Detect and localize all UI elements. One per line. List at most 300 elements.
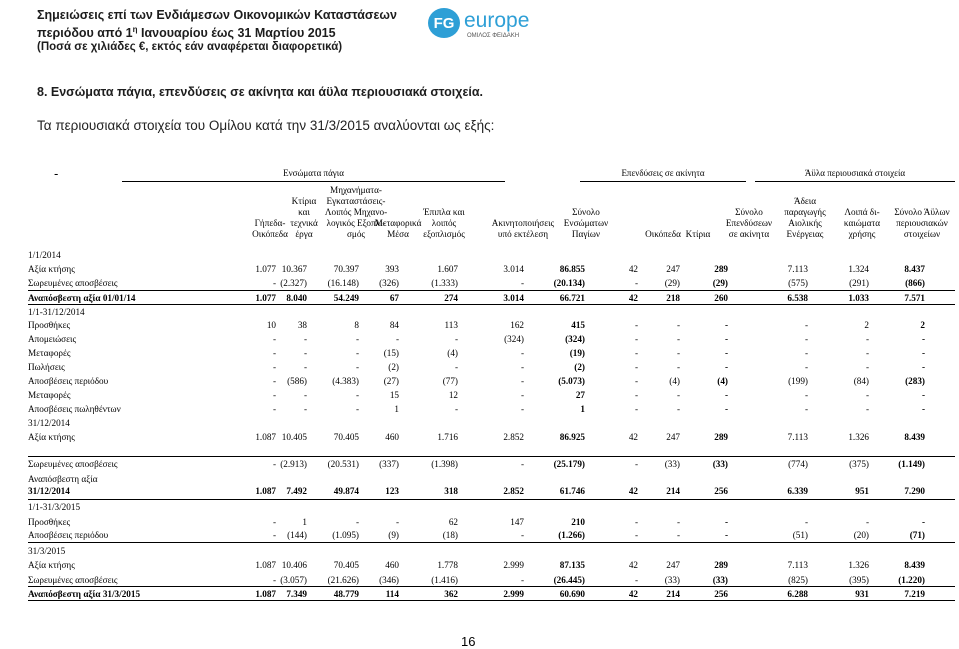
cell-value: - bbox=[355, 390, 359, 400]
cell-value: - bbox=[676, 348, 680, 358]
cell-value: - bbox=[865, 517, 869, 527]
cell-value: - bbox=[355, 348, 359, 358]
cell-value: (825) bbox=[788, 575, 808, 585]
cell-value: 84 bbox=[389, 320, 399, 330]
cell-value: 1.778 bbox=[437, 560, 458, 570]
cell-value: - bbox=[804, 348, 808, 358]
column-header-line: σμός bbox=[346, 229, 366, 239]
cell-value: - bbox=[272, 575, 276, 585]
column-header-line: Οικόπεδα bbox=[645, 229, 681, 239]
column-header-line: Σύνολο bbox=[735, 207, 763, 217]
cell-value: (5.073) bbox=[558, 376, 585, 386]
cell-value: 7.290 bbox=[904, 486, 925, 496]
cell-value: (21.626) bbox=[327, 575, 359, 585]
cell-value: 42 bbox=[628, 589, 638, 599]
cell-value: 1.087 bbox=[255, 432, 276, 442]
cell-value: - bbox=[520, 390, 524, 400]
row-label: 31/3/2015 bbox=[28, 546, 66, 556]
row-label: Αξία κτήσης bbox=[28, 264, 75, 274]
cell-value: - bbox=[676, 404, 680, 414]
cell-value: 62 bbox=[448, 517, 458, 527]
cell-value: 15 bbox=[389, 390, 399, 400]
cell-value: 70.397 bbox=[333, 264, 359, 274]
cell-value: - bbox=[355, 404, 359, 414]
cell-value: 162 bbox=[510, 320, 524, 330]
cell-value: (26.445) bbox=[553, 575, 585, 585]
cell-value: (326) bbox=[379, 278, 399, 288]
column-header bbox=[678, 229, 718, 240]
cell-value: - bbox=[520, 530, 524, 540]
cell-value: - bbox=[865, 348, 869, 358]
cell-value: (1.220) bbox=[898, 575, 925, 585]
row-label: Αποσβέσεις πωληθέντων bbox=[28, 404, 121, 414]
column-header bbox=[414, 207, 474, 240]
header-line-2-post: Ιανουαρίου έως 31 Μαρτίου 2015 bbox=[137, 25, 336, 40]
row-label: Σωρευμένες αποσβέσεις bbox=[28, 459, 118, 469]
cell-value: - bbox=[303, 362, 307, 372]
cell-value: - bbox=[921, 517, 925, 527]
cell-value: - bbox=[520, 575, 524, 585]
cell-value: (29) bbox=[712, 278, 728, 288]
cell-value: - bbox=[724, 530, 728, 540]
group-tangible-line bbox=[122, 181, 505, 182]
cell-value: 10.405 bbox=[281, 432, 307, 442]
cell-value: 289 bbox=[714, 264, 728, 274]
cell-value: 1.077 bbox=[255, 293, 276, 303]
table-rule bbox=[28, 456, 955, 457]
cell-value: (51) bbox=[792, 530, 808, 540]
fg-europe-logo bbox=[427, 6, 577, 40]
column-header-line: Λοιπός Μηχανο- bbox=[324, 207, 388, 217]
cell-value: - bbox=[395, 517, 399, 527]
cell-value: - bbox=[454, 334, 458, 344]
cell-value: (395) bbox=[849, 575, 869, 585]
group-tangible-assets: Ενσώματα πάγια bbox=[283, 168, 344, 178]
column-header-line: έργα bbox=[295, 229, 313, 239]
cell-value: (33) bbox=[712, 575, 728, 585]
cell-value: (29) bbox=[664, 278, 680, 288]
cell-value: 61.746 bbox=[559, 486, 585, 496]
cell-value: - bbox=[634, 575, 638, 585]
cell-value: (16.148) bbox=[327, 278, 359, 288]
cell-value: - bbox=[634, 278, 638, 288]
cell-value: 2 bbox=[920, 320, 925, 330]
cell-value: - bbox=[634, 320, 638, 330]
cell-value: 8 bbox=[354, 320, 359, 330]
cell-value: 114 bbox=[385, 589, 399, 599]
column-header-line: σε ακίνητα bbox=[728, 229, 770, 239]
cell-value: 1 bbox=[394, 404, 399, 414]
cell-value: 362 bbox=[444, 589, 458, 599]
cell-value: - bbox=[272, 348, 276, 358]
cell-value: 6.538 bbox=[787, 293, 808, 303]
row-label: 1/1/2014 bbox=[28, 250, 61, 260]
column-header bbox=[770, 196, 840, 240]
cell-value: 8.040 bbox=[286, 293, 307, 303]
header-line-2-pre: περιόδου από 1 bbox=[37, 25, 133, 40]
column-header-line: Αιολικής bbox=[788, 218, 822, 228]
column-header-line: Μέσα bbox=[387, 229, 409, 239]
row-label: Αναπόσβεστη αξία 01/01/14 bbox=[28, 293, 136, 303]
cell-value: 415 bbox=[571, 320, 585, 330]
cell-value: - bbox=[676, 334, 680, 344]
cell-value: - bbox=[634, 362, 638, 372]
row-label: 1/1-31/3/2015 bbox=[28, 502, 81, 512]
cell-value: (20.531) bbox=[327, 459, 359, 469]
cell-value: - bbox=[865, 334, 869, 344]
cell-value: (33) bbox=[712, 459, 728, 469]
cell-value: - bbox=[921, 390, 925, 400]
cell-value: 460 bbox=[385, 432, 399, 442]
column-header-line: τεχνικά bbox=[290, 218, 318, 228]
column-header-line: Έπιπλα και bbox=[423, 207, 465, 217]
cell-value: 7.571 bbox=[904, 293, 925, 303]
cell-value: - bbox=[272, 390, 276, 400]
cell-value: 1.077 bbox=[255, 264, 276, 274]
cell-value: (291) bbox=[849, 278, 869, 288]
row-label: Αναπόσβεστη αξία bbox=[28, 474, 98, 484]
column-header-line: Άδεια bbox=[793, 196, 817, 206]
cell-value: 2.852 bbox=[503, 486, 524, 496]
cell-value: 6.339 bbox=[787, 486, 808, 496]
cell-value: (1.095) bbox=[332, 530, 359, 540]
table-rule bbox=[28, 600, 955, 601]
cell-value: - bbox=[520, 459, 524, 469]
cell-value: (2.913) bbox=[280, 459, 307, 469]
cell-value: 7.492 bbox=[286, 486, 307, 496]
column-header-line: και bbox=[298, 207, 310, 217]
page-number: 16 bbox=[461, 634, 476, 649]
cell-value: 86.855 bbox=[559, 264, 585, 274]
cell-value: 27 bbox=[575, 390, 585, 400]
cell-value: 42 bbox=[628, 560, 638, 570]
column-header-line: περιουσιακών bbox=[896, 218, 948, 228]
column-header-line: λογικός Εξοπλι- bbox=[326, 218, 386, 228]
row-label: Σωρευμένες αποσβέσεις bbox=[28, 278, 118, 288]
row-label: 31/12/2014 bbox=[28, 486, 70, 496]
cell-value: - bbox=[634, 404, 638, 414]
header-line-1: Σημειώσεις επί των Ενδιάμεσων Οικονομικών Καταστάσεων bbox=[37, 8, 397, 22]
cell-value: - bbox=[272, 278, 276, 288]
table-rule bbox=[28, 499, 955, 500]
column-header-line: Ενέργειας bbox=[786, 229, 824, 239]
cell-value: 42 bbox=[628, 432, 638, 442]
cell-value: - bbox=[454, 362, 458, 372]
column-header-line: Εγκαταστάσεις- bbox=[326, 196, 386, 206]
column-header-line: Μηχανήματα- bbox=[330, 185, 382, 195]
column-header bbox=[882, 207, 959, 240]
cell-value: - bbox=[520, 404, 524, 414]
cell-value: 289 bbox=[714, 432, 728, 442]
cell-value: 147 bbox=[510, 517, 524, 527]
cell-value: 49.874 bbox=[333, 486, 359, 496]
column-header-line: Μεταφορικά bbox=[374, 218, 422, 228]
column-header-line: εξοπλισμός bbox=[423, 229, 465, 239]
cell-value: (71) bbox=[909, 530, 925, 540]
cell-value: (774) bbox=[788, 459, 808, 469]
cell-value: 1 bbox=[302, 517, 307, 527]
column-header-line: Παγίων bbox=[571, 229, 601, 239]
logo-fg-text: FG bbox=[433, 15, 455, 32]
cell-value: (4.383) bbox=[332, 376, 359, 386]
cell-value: (144) bbox=[287, 530, 307, 540]
cell-value: - bbox=[676, 362, 680, 372]
cell-value: - bbox=[921, 348, 925, 358]
cell-value: 8.439 bbox=[904, 560, 925, 570]
cell-value: 42 bbox=[628, 264, 638, 274]
cell-value: 42 bbox=[628, 486, 638, 496]
cell-value: - bbox=[804, 517, 808, 527]
cell-value: 7.113 bbox=[787, 560, 808, 570]
group-intangible-assets: Άϋλα περιουσιακά στοιχεία bbox=[804, 168, 906, 178]
cell-value: (33) bbox=[664, 459, 680, 469]
cell-value: 66.721 bbox=[559, 293, 585, 303]
cell-value: 42 bbox=[628, 293, 638, 303]
cell-value: - bbox=[724, 362, 728, 372]
header-line-2 bbox=[37, 23, 437, 41]
cell-value: - bbox=[272, 334, 276, 344]
cell-value: 931 bbox=[855, 589, 869, 599]
cell-value: 7.219 bbox=[904, 589, 925, 599]
row-label: Αποσβέσεις περιόδου bbox=[28, 530, 109, 540]
cell-value: (866) bbox=[905, 278, 925, 288]
column-header-line: υπό εκτέλεση bbox=[497, 229, 549, 239]
column-header-line: Σύνολο bbox=[572, 207, 600, 217]
cell-value: 951 bbox=[855, 486, 869, 496]
cell-value: 1.087 bbox=[255, 560, 276, 570]
cell-value: (199) bbox=[788, 376, 808, 386]
group-investment-line bbox=[580, 181, 746, 182]
cell-value: (18) bbox=[442, 530, 458, 540]
cell-value: - bbox=[634, 517, 638, 527]
cell-value: 1.087 bbox=[255, 486, 276, 496]
cell-value: 54.249 bbox=[333, 293, 359, 303]
cell-value: - bbox=[454, 404, 458, 414]
cell-value: - bbox=[804, 362, 808, 372]
column-header-line: Κτίρια bbox=[685, 229, 711, 239]
cell-value: - bbox=[724, 390, 728, 400]
cell-value: - bbox=[272, 362, 276, 372]
logo-sub-text: ΟΜΙΛΟΣ ΦΕΙΔΑΚΗ bbox=[467, 33, 520, 39]
cell-value: 70.405 bbox=[333, 432, 359, 442]
logo-europe-text: europe bbox=[464, 9, 530, 32]
table-rule bbox=[28, 542, 955, 543]
cell-value: - bbox=[724, 334, 728, 344]
cell-value: (3.057) bbox=[280, 575, 307, 585]
row-label: 1/1-31/12/2014 bbox=[28, 307, 85, 317]
cell-value: (84) bbox=[853, 376, 869, 386]
cell-value: 393 bbox=[385, 264, 399, 274]
cell-value: 7.349 bbox=[286, 589, 307, 599]
intro-text: Τα περιουσιακά στοιχεία του Ομίλου κατά την 31/3/2015 αναλύονται ως εξής: bbox=[37, 118, 495, 133]
cell-value: 289 bbox=[714, 560, 728, 570]
column-header-line: Οικόπεδα bbox=[252, 229, 288, 239]
cell-value: 1.326 bbox=[848, 560, 869, 570]
cell-value: 6.288 bbox=[787, 589, 808, 599]
cell-value: 1.607 bbox=[437, 264, 458, 274]
dash-marker: - bbox=[54, 166, 59, 181]
column-header-line: Κτίρια bbox=[291, 196, 317, 206]
column-header-line: παραγωγής bbox=[784, 207, 826, 217]
cell-value: (33) bbox=[664, 575, 680, 585]
cell-value: - bbox=[303, 348, 307, 358]
cell-value: 1.087 bbox=[255, 589, 276, 599]
cell-value: - bbox=[395, 334, 399, 344]
cell-value: 67 bbox=[389, 293, 399, 303]
cell-value: (2) bbox=[574, 362, 585, 372]
table-rule bbox=[28, 290, 955, 291]
cell-value: 8.439 bbox=[904, 432, 925, 442]
cell-value: 7.113 bbox=[787, 432, 808, 442]
cell-value: 1.324 bbox=[848, 264, 869, 274]
cell-value: - bbox=[804, 390, 808, 400]
row-label: Σωρευμένες αποσβέσεις bbox=[28, 575, 118, 585]
cell-value: - bbox=[272, 530, 276, 540]
cell-value: 87.135 bbox=[559, 560, 585, 570]
cell-value: - bbox=[804, 334, 808, 344]
cell-value: (25.179) bbox=[553, 459, 585, 469]
cell-value: - bbox=[634, 459, 638, 469]
column-header-line: καιώματα bbox=[843, 218, 881, 228]
cell-value: - bbox=[355, 334, 359, 344]
row-label: Αναπόσβεστη αξία 31/3/2015 bbox=[28, 589, 141, 599]
cell-value: - bbox=[520, 348, 524, 358]
cell-value: (1.333) bbox=[431, 278, 458, 288]
cell-value: (283) bbox=[905, 376, 925, 386]
cell-value: 218 bbox=[666, 293, 680, 303]
row-label: Μεταφορές bbox=[28, 348, 71, 358]
row-label: Απομειώσεις bbox=[28, 334, 77, 344]
cell-value: - bbox=[634, 390, 638, 400]
cell-value: - bbox=[355, 362, 359, 372]
cell-value: 1.716 bbox=[437, 432, 458, 442]
cell-value: 214 bbox=[666, 486, 680, 496]
cell-value: - bbox=[724, 348, 728, 358]
cell-value: 38 bbox=[297, 320, 307, 330]
cell-value: (1.416) bbox=[431, 575, 458, 585]
cell-value: 10.406 bbox=[281, 560, 307, 570]
row-label: 31/12/2014 bbox=[28, 418, 70, 428]
cell-value: 2.999 bbox=[503, 560, 524, 570]
cell-value: 256 bbox=[714, 589, 728, 599]
cell-value: - bbox=[724, 404, 728, 414]
header-line-3: (Ποσά σε χιλιάδες €, εκτός εάν αναφέρεται διαφορετικά) bbox=[37, 41, 343, 54]
cell-value: - bbox=[921, 404, 925, 414]
cell-value: 260 bbox=[714, 293, 728, 303]
row-label: Πωλήσεις bbox=[28, 362, 65, 372]
cell-value: (324) bbox=[565, 334, 585, 344]
cell-value: (4) bbox=[717, 376, 728, 386]
cell-value: - bbox=[634, 334, 638, 344]
document-header bbox=[37, 8, 437, 55]
cell-value: - bbox=[634, 348, 638, 358]
cell-value: 12 bbox=[448, 390, 458, 400]
column-header bbox=[551, 207, 621, 240]
row-label: Αποσβέσεις περιόδου bbox=[28, 376, 109, 386]
cell-value: (1.398) bbox=[431, 459, 458, 469]
row-label: Αξία κτήσης bbox=[28, 432, 75, 442]
cell-value: - bbox=[676, 390, 680, 400]
cell-value: (324) bbox=[504, 334, 524, 344]
cell-value: 460 bbox=[385, 560, 399, 570]
row-label: Αξία κτήσης bbox=[28, 560, 75, 570]
cell-value: - bbox=[921, 334, 925, 344]
section-title: 8. Ενσώματα πάγια, επενδύσεις σε ακίνητα και άϋλα περιουσιακά στοιχεία. bbox=[37, 85, 484, 99]
cell-value: - bbox=[303, 334, 307, 344]
cell-value: (9) bbox=[388, 530, 399, 540]
header-line-2-sup: η bbox=[132, 24, 138, 34]
cell-value: 1.033 bbox=[848, 293, 869, 303]
row-label: Προσθήκες bbox=[28, 320, 71, 330]
column-header-line: Ακινητοποιήσεις bbox=[491, 218, 555, 228]
cell-value: (337) bbox=[379, 459, 399, 469]
cell-value: 256 bbox=[714, 486, 728, 496]
cell-value: 8.437 bbox=[904, 264, 925, 274]
cell-value: - bbox=[865, 390, 869, 400]
cell-value: - bbox=[355, 517, 359, 527]
cell-value: - bbox=[865, 404, 869, 414]
cell-value: - bbox=[724, 320, 728, 330]
cell-value: 2 bbox=[864, 320, 869, 330]
cell-value: (346) bbox=[379, 575, 399, 585]
cell-value: - bbox=[921, 362, 925, 372]
cell-value: - bbox=[804, 320, 808, 330]
cell-value: 274 bbox=[444, 293, 458, 303]
cell-value: (575) bbox=[788, 278, 808, 288]
cell-value: 247 bbox=[666, 432, 680, 442]
cell-value: - bbox=[676, 530, 680, 540]
cell-value: 247 bbox=[666, 264, 680, 274]
cell-value: - bbox=[520, 278, 524, 288]
column-header-line: λοιπός bbox=[431, 218, 457, 228]
cell-value: (2.327) bbox=[280, 278, 307, 288]
cell-value: - bbox=[272, 459, 276, 469]
cell-value: 318 bbox=[444, 486, 458, 496]
row-label: Μεταφορές bbox=[28, 390, 71, 400]
cell-value: (20.134) bbox=[553, 278, 585, 288]
cell-value: - bbox=[272, 404, 276, 414]
cell-value: 86.925 bbox=[559, 432, 585, 442]
column-header-line: Γήπεδα- bbox=[254, 218, 286, 228]
cell-value: - bbox=[272, 517, 276, 527]
cell-value: 113 bbox=[444, 320, 458, 330]
cell-value: 10 bbox=[266, 320, 276, 330]
cell-value: - bbox=[804, 404, 808, 414]
cell-value: 10.367 bbox=[281, 264, 307, 274]
cell-value: (1.149) bbox=[898, 459, 925, 469]
cell-value: 2.999 bbox=[503, 589, 524, 599]
cell-value: - bbox=[303, 404, 307, 414]
cell-value: (1.266) bbox=[558, 530, 585, 540]
table-rule bbox=[28, 586, 955, 587]
row-label: Προσθήκες bbox=[28, 517, 71, 527]
cell-value: - bbox=[634, 530, 638, 540]
cell-value: 70.405 bbox=[333, 560, 359, 570]
cell-value: 2.852 bbox=[503, 432, 524, 442]
group-investment-property: Επενδύσεις σε ακίνητα bbox=[621, 168, 705, 178]
cell-value: 1 bbox=[580, 404, 585, 414]
cell-value: - bbox=[272, 376, 276, 386]
cell-value: - bbox=[865, 362, 869, 372]
cell-value: 3.014 bbox=[503, 293, 524, 303]
cell-value: (20) bbox=[853, 530, 869, 540]
group-intangible-line bbox=[755, 181, 955, 182]
cell-value: 48.779 bbox=[333, 589, 359, 599]
column-header-line: χρήσης bbox=[848, 229, 876, 239]
cell-value: (77) bbox=[442, 376, 458, 386]
cell-value: (4) bbox=[447, 348, 458, 358]
cell-value: (19) bbox=[569, 348, 585, 358]
